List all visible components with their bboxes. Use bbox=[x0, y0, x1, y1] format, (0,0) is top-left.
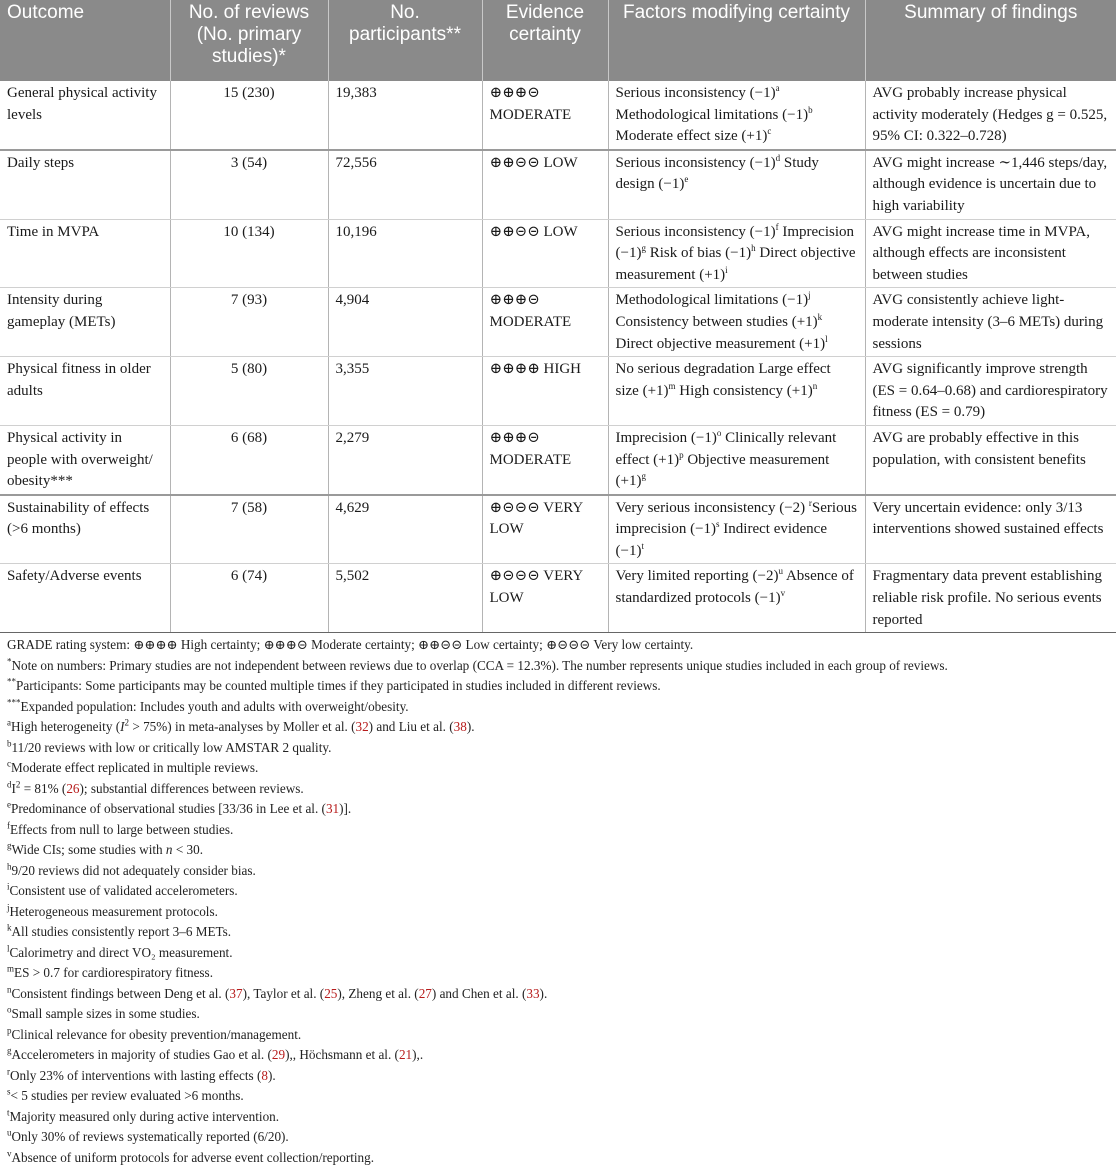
cell-outcome: Safety/Adverse events bbox=[0, 564, 170, 633]
cell-participants: 10,196 bbox=[328, 219, 482, 288]
footnote-line: $^o$Small sample sizes in some studies. bbox=[7, 1004, 1107, 1025]
footnote-marker: h bbox=[7, 861, 12, 871]
footnote-marker: c bbox=[767, 126, 771, 136]
footnote-marker: v bbox=[781, 588, 786, 598]
footnote-line: $^l$Calorimetry and direct VO₂ measurement. bbox=[7, 943, 1107, 964]
cell-outcome: Physical fitness in older adults bbox=[0, 357, 170, 426]
footnote-marker: u bbox=[7, 1128, 12, 1138]
cell-summary: AVG probably increase physical activity moderately (Hedges g = 0.525, 95% CI: 0.322–0.728) bbox=[865, 81, 1116, 150]
footnote-marker: e bbox=[7, 800, 11, 810]
footnote-line: $^m$ES > 0.7 for cardiorespiratory fitness. bbox=[7, 963, 1107, 984]
cell-outcome: Daily steps bbox=[0, 150, 170, 219]
header-summary: Summary of findings bbox=[865, 0, 1116, 81]
footnote-marker: b bbox=[7, 738, 12, 748]
cell-summary: AVG significantly improve strength (ES = 0.64–0.68) and cardiorespiratory fitness (ES = 0.79) bbox=[865, 357, 1116, 426]
cell-participants: 2,279 bbox=[328, 425, 482, 494]
reference-link[interactable]: 38 bbox=[454, 719, 467, 734]
footnote-marker: * bbox=[7, 656, 12, 666]
cell-reviews: 15 (230) bbox=[170, 81, 328, 150]
cell-outcome: General physical activity levels bbox=[0, 81, 170, 150]
table-row bbox=[0, 564, 1116, 633]
cell-summary: AVG might increase ∼1,446 steps/day, although evidence is uncertain due to high variability bbox=[865, 150, 1116, 219]
footnote-line: $^e$Predominance of observational studies [33/36 in Lee et al. (31)]. bbox=[7, 799, 1107, 820]
table-row bbox=[0, 219, 1116, 288]
footnote-marker: n bbox=[813, 381, 818, 391]
footnote-line: $^r$Only 23% of interventions with lasting effects (8). bbox=[7, 1066, 1107, 1087]
cell-certainty: ⊕⊕⊝⊝ LOW bbox=[482, 219, 608, 288]
footnote-marker: o bbox=[717, 428, 722, 438]
table-row bbox=[0, 150, 1116, 219]
cell-reviews: 6 (74) bbox=[170, 564, 328, 633]
footnote-marker: b bbox=[808, 105, 813, 115]
footnote-marker: p bbox=[679, 450, 684, 460]
reference-link[interactable]: 25 bbox=[324, 986, 337, 1001]
cell-factors: Imprecision $(-1)^o$ Clinically relevant effect $(+1)^p$ Objective measurement $(+1)^g$ bbox=[608, 425, 865, 494]
cell-factors: Very limited reporting $(-2)^u$ Absence of standardized protocols $(-1)^v$ bbox=[608, 564, 865, 633]
footnote-marker: s bbox=[716, 519, 720, 529]
cell-participants: 5,502 bbox=[328, 564, 482, 633]
cell-factors: Serious inconsistency $(-1)^d$ Study design $(-1)^e$ bbox=[608, 150, 865, 219]
cell-outcome: Physical activity in people with overweight/ obesity*** bbox=[0, 425, 170, 494]
reference-link[interactable]: 37 bbox=[229, 986, 242, 1001]
cell-reviews: 10 (134) bbox=[170, 219, 328, 288]
cell-participants: 3,355 bbox=[328, 357, 482, 426]
footnote-line: $^p$Clinical relevance for obesity prevention/management. bbox=[7, 1025, 1107, 1046]
cell-summary: Very uncertain evidence: only 3/13 interventions showed sustained effects bbox=[865, 495, 1116, 564]
footnote-marker: r bbox=[7, 1066, 10, 1076]
footnote-marker: g bbox=[641, 471, 646, 481]
table-row bbox=[0, 357, 1116, 426]
cell-participants: 19,383 bbox=[328, 81, 482, 150]
cell-certainty: ⊕⊝⊝⊝ VERY LOW bbox=[482, 495, 608, 564]
reference-link[interactable]: 26 bbox=[66, 781, 79, 796]
reference-link[interactable]: 8 bbox=[261, 1068, 268, 1083]
footnote-line: $^n$Consistent findings between Deng et al. (37), Taylor et al. (25), Zheng et al. (27) and Chen et al. (33). bbox=[7, 984, 1107, 1005]
italic-symbol: I bbox=[120, 719, 124, 734]
footnote-marker: c bbox=[7, 759, 11, 769]
cell-participants: 72,556 bbox=[328, 150, 482, 219]
cell-factors: No serious degradation Large effect size $(+1)^m$ High consistency $(+1)^n$ bbox=[608, 357, 865, 426]
cell-reviews: 6 (68) bbox=[170, 425, 328, 494]
footnote-line: $^t$Majority measured only during active intervention. bbox=[7, 1107, 1107, 1128]
table-footnotes bbox=[7, 635, 1107, 1168]
cell-participants: 4,904 bbox=[328, 288, 482, 357]
cell-reviews: 7 (58) bbox=[170, 495, 328, 564]
footnote-marker: g bbox=[7, 841, 12, 851]
footnote-marker: g bbox=[7, 1046, 12, 1056]
cell-summary: AVG are probably effective in this population, with consistent benefits bbox=[865, 425, 1116, 494]
footnote-marker: i bbox=[7, 882, 10, 892]
footnote-line: GRADE rating system: ⊕⊕⊕⊕ High certainty; ⊕⊕⊕⊝ Moderate certainty; ⊕⊕⊝⊝ Low certainty; ⊕⊝⊝⊝ Very low certainty. bbox=[7, 635, 1107, 656]
header-participants: No. participants** bbox=[328, 0, 482, 81]
cell-certainty: ⊕⊕⊕⊕ HIGH bbox=[482, 357, 608, 426]
footnote-line: $^j$Heterogeneous measurement protocols. bbox=[7, 902, 1107, 923]
italic-symbol: n bbox=[166, 842, 173, 857]
footnote-marker: j bbox=[7, 902, 10, 912]
footnote-marker: 2 bbox=[16, 779, 21, 789]
table-row bbox=[0, 288, 1116, 357]
header-reviews: No. of reviews (No. primary studies)* bbox=[170, 0, 328, 81]
footnote-marker: g bbox=[641, 243, 646, 253]
cell-factors: Very serious inconsistency (−2) $^r$Serious imprecision $(-1)^s$ Indirect evidence $(-1)^t$ bbox=[608, 495, 865, 564]
reference-link[interactable]: 33 bbox=[526, 986, 539, 1001]
footnote-marker: m bbox=[669, 381, 676, 391]
footnote-line: $^g$Wide CIs; some studies with n < 30. bbox=[7, 840, 1107, 861]
footnote-line: ***Expanded population: Includes youth and adults with overweight/obesity. bbox=[7, 697, 1107, 718]
footnote-line: $^h$9/20 reviews did not adequately consider bias. bbox=[7, 861, 1107, 882]
table-header-row bbox=[0, 0, 1116, 81]
footnote-line: $^g$Accelerometers in majority of studies Gao et al. (29),, Höchsmann et al. (21),. bbox=[7, 1045, 1107, 1066]
footnote-marker: u bbox=[779, 566, 784, 576]
footnote-line: $^f$Effects from null to large between studies. bbox=[7, 820, 1107, 841]
cell-outcome: Sustainability of effects (>6 months) bbox=[0, 495, 170, 564]
footnote-marker: h bbox=[751, 243, 756, 253]
footnote-marker: *** bbox=[7, 697, 21, 707]
footnote-marker: j bbox=[808, 290, 811, 300]
cell-summary: Fragmentary data prevent establishing reliable risk profile. No serious events reported bbox=[865, 564, 1116, 633]
cell-outcome: Intensity during gameplay (METs) bbox=[0, 288, 170, 357]
footnote-marker: t bbox=[7, 1107, 10, 1117]
footnote-line: $^i$Consistent use of validated accelerometers. bbox=[7, 881, 1107, 902]
reference-link[interactable]: 21 bbox=[399, 1047, 412, 1062]
header-outcome: Outcome bbox=[0, 0, 170, 81]
footnote-marker: 2 bbox=[125, 718, 130, 728]
footnote-marker: m bbox=[7, 964, 14, 974]
footnote-marker: k bbox=[818, 312, 823, 322]
footnote-line: $^s$< 5 studies per review evaluated >6 months. bbox=[7, 1086, 1107, 1107]
footnote-marker: o bbox=[7, 1005, 12, 1015]
cell-factors: Methodological limitations $(-1)^j$ Consistency between studies $(+1)^k$ Direct objective measurement $(+1)^l$ bbox=[608, 288, 865, 357]
footnote-line: $^v$Absence of uniform protocols for adverse event collection/reporting. bbox=[7, 1148, 1107, 1168]
footnote-marker: d bbox=[7, 779, 12, 789]
footnote-marker: r bbox=[809, 498, 812, 508]
reference-link[interactable]: 31 bbox=[326, 801, 339, 816]
table-row bbox=[0, 81, 1116, 150]
header-factors: Factors modifying certainty bbox=[608, 0, 865, 81]
cell-certainty: ⊕⊕⊕⊝ MODERATE bbox=[482, 81, 608, 150]
table-row bbox=[0, 495, 1116, 564]
footnote-marker: k bbox=[7, 923, 12, 933]
footnote-marker: e bbox=[684, 174, 688, 184]
footnote-line: *Note on numbers: Primary studies are not independent between reviews due to overlap (CCA = 12.3%). The number represents unique studies included in each group of reviews. bbox=[7, 656, 1107, 677]
cell-certainty: ⊕⊕⊕⊝ MODERATE bbox=[482, 288, 608, 357]
footnote-marker: a bbox=[7, 718, 11, 728]
footnote-marker: ** bbox=[7, 677, 16, 687]
footnote-line: $^c$Moderate effect replicated in multiple reviews. bbox=[7, 758, 1107, 779]
footnote-marker: v bbox=[7, 1148, 12, 1158]
footnote-marker: i bbox=[725, 265, 728, 275]
cell-reviews: 5 (80) bbox=[170, 357, 328, 426]
footnote-marker: d bbox=[776, 153, 781, 163]
footnote-marker: f bbox=[776, 222, 779, 232]
footnote-line: **Participants: Some participants may be counted multiple times if they participated in studies included in different reviews. bbox=[7, 676, 1107, 697]
cell-factors: Serious inconsistency $(-1)^f$ Imprecision $(-1)^g$ Risk of bias $(-1)^h$ Direct objective measurement $(+1)^i$ bbox=[608, 219, 865, 288]
cell-certainty: ⊕⊕⊕⊝ MODERATE bbox=[482, 425, 608, 494]
footnote-marker: l bbox=[825, 334, 828, 344]
reference-link[interactable]: 27 bbox=[419, 986, 432, 1001]
reference-link[interactable]: 29 bbox=[272, 1047, 285, 1062]
cell-reviews: 3 (54) bbox=[170, 150, 328, 219]
footnote-line: $^u$Only 30% of reviews systematically reported (6/20). bbox=[7, 1127, 1107, 1148]
footnote-marker: n bbox=[7, 984, 12, 994]
footnote-marker: l bbox=[7, 943, 10, 953]
footnote-line: $^dI^2 = 81\%$ (26); substantial differences between reviews. bbox=[7, 779, 1107, 800]
cell-summary: AVG might increase time in MVPA, although effects are inconsistent between studies bbox=[865, 219, 1116, 288]
cell-certainty: ⊕⊕⊝⊝ LOW bbox=[482, 150, 608, 219]
cell-participants: 4,629 bbox=[328, 495, 482, 564]
cell-certainty: ⊕⊝⊝⊝ VERY LOW bbox=[482, 564, 608, 633]
footnote-line: $^k$All studies consistently report 3–6 METs. bbox=[7, 922, 1107, 943]
footnote-marker: t bbox=[641, 541, 644, 551]
table-row bbox=[0, 425, 1116, 494]
cell-reviews: 7 (93) bbox=[170, 288, 328, 357]
header-certainty: Evidence certainty bbox=[482, 0, 608, 81]
footnote-marker: p bbox=[7, 1025, 12, 1035]
cell-summary: AVG consistently achieve light-moderate intensity (3–6 METs) during sessions bbox=[865, 288, 1116, 357]
cell-outcome: Time in MVPA bbox=[0, 219, 170, 288]
footnote-marker: s bbox=[7, 1087, 11, 1097]
footnote-marker: a bbox=[776, 83, 780, 93]
reference-link[interactable]: 32 bbox=[355, 719, 368, 734]
cell-factors: Serious inconsistency $(-1)^a$ Methodological limitations $(-1)^b$ Moderate effect size $(+1)^c$ bbox=[608, 81, 865, 150]
footnote-marker: f bbox=[7, 820, 10, 830]
footnote-line: $^b$11/20 reviews with low or critically low AMSTAR 2 quality. bbox=[7, 738, 1107, 759]
footnote-line: $^a$High heterogeneity $(I^2 > 75\%)$ in meta-analyses by Moller et al. (32) and Liu et al. (38). bbox=[7, 717, 1107, 738]
